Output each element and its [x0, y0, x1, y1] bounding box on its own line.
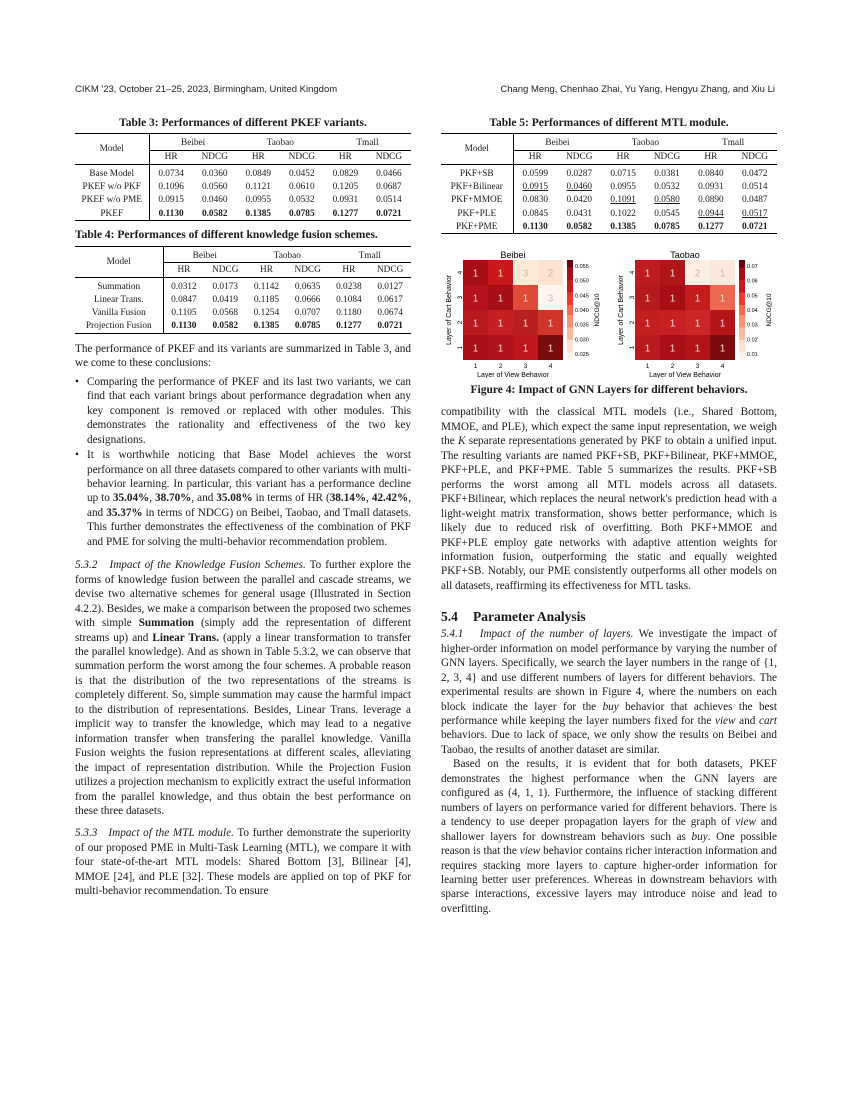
- list-item: • Comparing the performance of PKEF and its last two variants, we can find that each variant brings about performance degradation when any key component is removed or replaced with other modules. This demonstrates the rationality and effectiveness of the two key designations.: [87, 375, 411, 447]
- metric-header: HR: [259, 264, 273, 275]
- cell-label: 1: [694, 293, 701, 305]
- section-5-4-1: 5.4.1 Impact of the number of layers. We investigate the impact of higher-order information on model performance by varying the number of GNN layers. Specifically, we search the layer numbers in the range of {1, 2, 3, 4} and use different numbers of layers for different behaviors. The experimental results are shown in Figure 4, where the numbers on each block indicate the layer for the buy behavior that achieves the best performance while keeping the layer numbers fixed for the view and cart behaviors. Due to lack of space, we only show the results on Beibei and Taobao, the results of another dataset are similar.: [441, 628, 778, 756]
- y-tick-label: 2: [629, 321, 636, 325]
- table-row: [441, 181, 777, 194]
- table-cell: 0.0545: [654, 208, 680, 219]
- table-cell: 0.0944: [698, 208, 724, 219]
- colorbar-tick: 0.035: [575, 323, 589, 330]
- table-cell: 0.0687: [376, 182, 402, 193]
- row-label: Vanilla Fusion: [75, 307, 163, 320]
- table-row: [75, 293, 411, 306]
- table-cell: 0.0312: [171, 281, 197, 292]
- table-cell: 0.1105: [171, 308, 197, 319]
- figure4-caption: Figure 4: Impact of GNN Layers for different behaviors.: [470, 384, 748, 397]
- cell-label: 1: [669, 268, 676, 280]
- table-cell: 0.0532: [289, 195, 315, 206]
- table-row: [75, 194, 411, 207]
- metric-header: NDCG: [376, 264, 404, 275]
- right-column: [441, 117, 777, 916]
- table-cell: 0.0610: [289, 182, 315, 193]
- cell-label: 1: [497, 318, 504, 330]
- table-cell: 0.1385: [253, 321, 280, 332]
- cell-label: 1: [694, 318, 701, 330]
- cell-label: 1: [644, 268, 651, 280]
- metric-header: NDCG: [741, 152, 768, 163]
- table-cell: 0.0829: [332, 168, 359, 179]
- table-cell: 0.0514: [376, 195, 402, 206]
- x-tick-label: 3: [695, 363, 700, 371]
- colorbar-tick: 0.030: [575, 337, 589, 344]
- table4: [75, 246, 411, 334]
- table-cell: 0.0707: [294, 308, 321, 319]
- cell-label: 1: [669, 343, 676, 355]
- x-tick-label: 1: [645, 363, 650, 371]
- y-tick-label: 1: [629, 346, 636, 350]
- metric-header: HR: [616, 152, 630, 163]
- section-5-4-heading: 5.4 Parameter Analysis: [441, 609, 586, 625]
- table-cell: 0.0840: [698, 168, 724, 179]
- dataset-header: Taobao: [237, 134, 324, 151]
- cell-label: 1: [669, 293, 676, 305]
- table-cell: 0.1277: [336, 321, 362, 332]
- table-cell: 0.0931: [698, 182, 724, 193]
- table-cell: 0.0460: [566, 182, 593, 193]
- table-cell: 0.0674: [377, 308, 403, 319]
- cell-label: 2: [547, 268, 554, 280]
- figure4: [441, 250, 777, 378]
- y-tick-label: 4: [457, 271, 464, 275]
- table-cell: 0.0915: [522, 182, 549, 193]
- table-cell: 0.0360: [201, 168, 228, 179]
- table-cell: 0.0381: [654, 168, 680, 179]
- colorbar-tick: 0.06: [747, 279, 758, 286]
- cell-label: 1: [719, 318, 726, 330]
- table-cell: 0.1096: [158, 182, 184, 193]
- table-cell: 0.1205: [332, 182, 359, 193]
- colorbar-tick: 0.040: [575, 308, 589, 315]
- running-header-left: CIKM '23, October 21–25, 2023, Birmingham, United Kingdom: [75, 84, 338, 95]
- table-cell: 0.0785: [654, 221, 680, 232]
- cell-label: 1: [719, 293, 726, 305]
- colorbar-segment: [739, 358, 745, 361]
- cell-label: 1: [472, 293, 479, 305]
- row-label: PKF+PLE: [441, 207, 513, 220]
- section-5-3-2: 5.3.2 Impact of the Knowledge Fusion Schemes. To further explore the forms of knowledge fusion between the parallel and cascade streams, we devise two alternative schemes for general usage (Illustrated in Section 4.2.2). Besides, we make a comparison between the proposed two schemes with simple Summation (simply add the representation of different streams up) and Linear Trans. (apply a linear transformation to transfer the parallel knowledge). And as shown in Table 5.3.2, we can observe that summation perform the worst among the four schemes. A probable reason is that the distribution of the two representations of the streams is completely different. So, simple summation may cause the harmful impact to the distribution of representations. Besides, Linear Trans. leverage a implicit way to transfer the knowledge, which may lead to a negative information transfer when transfering the parallel knowledge. Vanilla Fusion weights the fusion representations at different scales, alleviating the impact of representation distribution. While the Projection Fusion utilizes a projection mechanism to explicitly extract the useful information from the parallel knowledge, and thus obtain the best performance on these three datasets.: [75, 559, 411, 817]
- table-cell: 0.0287: [566, 168, 593, 179]
- row-label: PKF+Bilinear: [441, 181, 513, 194]
- metric-header: NDCG: [288, 152, 315, 163]
- table-row: [75, 277, 411, 293]
- metric-header: NDCG: [294, 264, 321, 275]
- table-cell: 0.0715: [610, 168, 636, 179]
- cell-label: 1: [472, 343, 479, 355]
- table-cell: 0.0238: [336, 281, 362, 292]
- cell-label: 2: [694, 268, 701, 280]
- dataset-header: Taobao: [601, 134, 689, 151]
- table-row: [441, 207, 777, 220]
- table-cell: 0.0420: [566, 195, 593, 206]
- row-label: PKEF w/o PME: [75, 194, 149, 207]
- section-5-3-3: 5.3.3 Impact of the MTL module. To further demonstrate the superiority of our proposed PME in Multi-Task Learning (MTL), we compare it with four state-of-the-art MTL models: Shared Bottom [3], Bilinear [4], MMOE [24], and PLE [32]. These models are applied on top of PKF for multi-behavior recommendation. To ensure: [75, 827, 411, 898]
- table-cell: 0.0890: [698, 195, 724, 206]
- row-label: Projection Fusion: [75, 320, 163, 334]
- metric-header: NDCG: [212, 264, 239, 275]
- table-cell: 0.0931: [332, 195, 359, 206]
- row-label: Summation: [75, 277, 163, 293]
- table-cell: 0.0721: [741, 221, 768, 232]
- row-label: Linear Trans.: [75, 293, 163, 306]
- cell-label: 1: [644, 318, 651, 330]
- cell-label: 1: [497, 293, 504, 305]
- metric-header: HR: [338, 152, 352, 163]
- dataset-header: Beibei: [513, 134, 601, 151]
- table5: [441, 133, 777, 234]
- y-tick-label: 4: [629, 271, 636, 275]
- table-cell: 0.0845: [522, 208, 549, 219]
- left-column: [75, 117, 411, 899]
- table-cell: 0.1385: [610, 221, 636, 232]
- table-cell: 0.0487: [741, 195, 768, 206]
- model-header: Model: [441, 134, 513, 165]
- table-cell: 0.0568: [212, 308, 239, 319]
- metric-header: HR: [528, 152, 542, 163]
- x-tick-label: 4: [548, 363, 553, 371]
- table-row: [75, 181, 411, 194]
- table4-caption: Table 4: Performances of different knowledge fusion schemes.: [75, 229, 378, 242]
- x-tick-label: 1: [473, 363, 478, 371]
- table-row: [441, 220, 777, 234]
- cell-label: 1: [547, 343, 554, 355]
- row-label: Base Model: [75, 164, 149, 180]
- table-cell: 0.0582: [566, 221, 593, 232]
- table-cell: 0.0635: [294, 281, 321, 292]
- colorbar-tick: 0.04: [747, 308, 758, 315]
- colorbar-tick: 0.07: [747, 264, 758, 271]
- colorbar-tick: 0.05: [747, 293, 758, 300]
- cell-label: 1: [472, 268, 479, 280]
- table-cell: 0.0847: [171, 294, 197, 305]
- table-cell: 0.1084: [336, 294, 362, 305]
- table-cell: 0.1385: [245, 208, 272, 219]
- row-label: PKF+SB: [441, 164, 513, 180]
- table-cell: 0.0955: [610, 182, 636, 193]
- metric-header: HR: [251, 152, 265, 163]
- y-tick-label: 2: [457, 321, 464, 325]
- table-cell: 0.0915: [158, 195, 184, 206]
- table-cell: 0.0955: [245, 195, 272, 206]
- table-cell: 0.1254: [253, 308, 280, 319]
- row-label: PKF+PME: [441, 220, 513, 234]
- table-cell: 0.0419: [212, 294, 239, 305]
- y-tick-label: 3: [629, 296, 636, 300]
- table-cell: 0.0785: [289, 208, 315, 219]
- colorbar-tick: 0.025: [575, 352, 589, 359]
- row-label: PKEF: [75, 207, 149, 221]
- metric-header: HR: [177, 264, 191, 275]
- y-axis-label: Layer of Cart Behavior: [446, 275, 453, 346]
- metric-header: NDCG: [653, 152, 681, 163]
- colorbar-tick: 0.045: [575, 293, 589, 300]
- table5-caption: Table 5: Performances of different MTL module.: [489, 117, 729, 129]
- y-tick-label: 3: [457, 296, 464, 300]
- cell-label: 1: [522, 293, 529, 305]
- colorbar-tick: 0.055: [575, 264, 589, 271]
- conclusion-list: [75, 375, 411, 549]
- metric-header: NDCG: [201, 152, 228, 163]
- table-cell: 0.0785: [294, 321, 321, 332]
- table-cell: 0.0517: [741, 208, 768, 219]
- cell-label: 1: [694, 343, 701, 355]
- row-label: PKF+MMOE: [441, 194, 513, 207]
- dataset-header: Tmall: [689, 134, 777, 151]
- table-cell: 0.0617: [377, 294, 403, 305]
- colorbar-tick: 0.01: [747, 352, 758, 359]
- table-cell: 0.0460: [201, 195, 228, 206]
- table-cell: 0.1130: [522, 221, 548, 232]
- table-cell: 0.0532: [654, 182, 680, 193]
- y-axis-label: Layer of Cart Behavior: [618, 275, 625, 346]
- x-tick-label: 3: [523, 363, 528, 371]
- table-row: [441, 194, 777, 207]
- table-cell: 0.1091: [610, 195, 636, 206]
- table-row: [75, 207, 411, 221]
- heatmap-title: Beibei: [500, 250, 526, 261]
- table-cell: 0.1277: [698, 221, 724, 232]
- cell-label: 1: [719, 343, 726, 355]
- colorbar-label: NDCG@10: [594, 293, 601, 327]
- table-cell: 0.1142: [253, 281, 280, 292]
- cell-label: 1: [472, 318, 479, 330]
- x-tick-label: 2: [670, 363, 675, 371]
- table-cell: 0.0173: [212, 281, 239, 292]
- table-cell: 0.1130: [171, 321, 197, 332]
- table-cell: 0.0721: [377, 321, 403, 332]
- table-row: [441, 164, 777, 180]
- table-cell: 0.1180: [336, 308, 362, 319]
- table-cell: 0.0560: [201, 182, 228, 193]
- table-cell: 0.0734: [158, 168, 184, 179]
- intro-paragraph: The performance of PKEF and its variants are summarized in Table 3, and we come to these conclusions:: [75, 342, 411, 370]
- running-header-right: Chang Meng, Chenhao Zhai, Yu Yang, Hengyu Zhang, and Xiu Li: [500, 84, 775, 95]
- metric-header: HR: [704, 152, 718, 163]
- cell-label: 1: [644, 343, 651, 355]
- table-cell: 0.1022: [610, 208, 636, 219]
- cell-label: 1: [669, 318, 676, 330]
- table-cell: 0.0599: [522, 168, 549, 179]
- table-cell: 0.0466: [376, 168, 402, 179]
- table-row: [75, 164, 411, 180]
- heatmap-title: Taobao: [670, 250, 700, 261]
- cell-label: 1: [644, 293, 651, 305]
- metric-header: NDCG: [566, 152, 593, 163]
- cell-label: 1: [719, 268, 726, 280]
- cell-label: 1: [497, 343, 504, 355]
- metric-header: HR: [342, 264, 356, 275]
- colorbar-tick: 0.050: [575, 279, 589, 286]
- colorbar-label: NDCG@10: [766, 293, 773, 327]
- table-cell: 0.0452: [289, 168, 315, 179]
- x-tick-label: 4: [720, 363, 725, 371]
- table-cell: 0.0849: [245, 168, 272, 179]
- dataset-header: Tmall: [324, 134, 411, 151]
- colorbar-tick: 0.03: [747, 323, 758, 330]
- table-cell: 0.1185: [253, 294, 280, 305]
- cell-label: 1: [497, 268, 504, 280]
- table-cell: 0.0580: [654, 195, 680, 206]
- figure4-heatmaps: [441, 250, 777, 378]
- table-cell: 0.1121: [245, 182, 271, 193]
- mtl-paragraph: compatibility with the classical MTL models (i.e., Shared Bottom, MMOE, and PLE), which expect the same input representation, we weigh the K separate representations generated by PKF to obtain a unified input. The resulting variants are named PKF+SB, PKF+Bilinear, PKF+MMOE, PKF+PLE, and PKF+PME. Table 5 summarizes the results. PKF+SB performs the worst among all MTL models across all datasets. PKF+Bilinear, which replaces the neural network's prediction head with a light-weight matrix transformation, shows better performance, which is likely due to reduced risk of overfitting. Both PKF+MMOE and PKF+PLE employ gate networks with adaptive attention weights for information fusion, outperforming the static and equally weighted PKF+SB. Notably, our PME consistently outperforms all other models on all datasets, reaffirming its effectiveness for MTL tasks.: [441, 406, 778, 592]
- x-axis-label: Layer of View Behavior: [649, 372, 721, 379]
- cell-label: 1: [522, 343, 529, 355]
- colorbar-segment: [567, 358, 573, 361]
- colorbar-tick: 0.02: [747, 337, 758, 344]
- model-header: Model: [75, 134, 149, 165]
- table-cell: 0.0431: [566, 208, 593, 219]
- table-row: [75, 320, 411, 334]
- metric-header: HR: [164, 152, 178, 163]
- table-cell: 0.0721: [376, 208, 402, 219]
- x-axis-label: Layer of View Behavior: [477, 372, 549, 379]
- cell-label: 3: [547, 293, 554, 305]
- list-item: • It is worthwhile noticing that Base Model achieves the worst performance on all three datasets compared to other variants with multi-behavior learning. In particular, this variant has a performance decline up to 35.04%, 38.70%, and 35.08% in terms of HR (38.14%, 42.42%, and 35.37% in terms of NDCG) on Beibei, Taobao, and Tmall datasets. This further demonstrates the effectiveness of the combination of PKF and PME for solving the multi-behavior recommendation problem.: [87, 448, 411, 549]
- table-cell: 0.0830: [522, 195, 549, 206]
- dataset-header: Tmall: [329, 246, 411, 263]
- dataset-header: Beibei: [149, 134, 237, 151]
- cell-label: 1: [547, 318, 554, 330]
- table-cell: 0.1130: [158, 208, 184, 219]
- table-cell: 0.0514: [741, 182, 768, 193]
- cell-label: 3: [522, 268, 529, 280]
- table-cell: 0.0666: [294, 294, 321, 305]
- table-row: [75, 307, 411, 320]
- results-paragraph: Based on the results, it is evident that for both datasets, PKEF demonstrates the highest performance when the GNN layers are configured as (4, 1, 1). Furthermore, the influence of stacking different numbers of layers on performance varied for different behaviors. There is a tendency to use deeper propagation layers for the graph of view and shallower layers for downstream behaviors such as buy. One possible reason is that the view behavior contains richer interaction information and requires stacking more layers to capture higher-order information for learning better user preferences. Whereas in downstream behaviors with sparse interactions, excessive layers may introduce noise and lead to overfitting.: [441, 758, 777, 915]
- dataset-header: Beibei: [163, 246, 246, 263]
- row-label: PKEF w/o PKF: [75, 181, 149, 194]
- table-cell: 0.0582: [212, 321, 239, 332]
- table3-caption: Table 3: Performances of different PKEF variants.: [119, 117, 367, 129]
- table-cell: 0.0582: [201, 208, 228, 219]
- table-cell: 0.0472: [741, 168, 768, 179]
- metric-header: NDCG: [375, 152, 403, 163]
- dataset-header: Taobao: [246, 246, 328, 263]
- y-tick-label: 1: [457, 346, 464, 350]
- x-tick-label: 2: [498, 363, 503, 371]
- table-cell: 0.1277: [332, 208, 359, 219]
- cell-label: 1: [522, 318, 529, 330]
- table-cell: 0.0127: [377, 281, 403, 292]
- table3: [75, 133, 411, 221]
- model-header: Model: [75, 246, 163, 277]
